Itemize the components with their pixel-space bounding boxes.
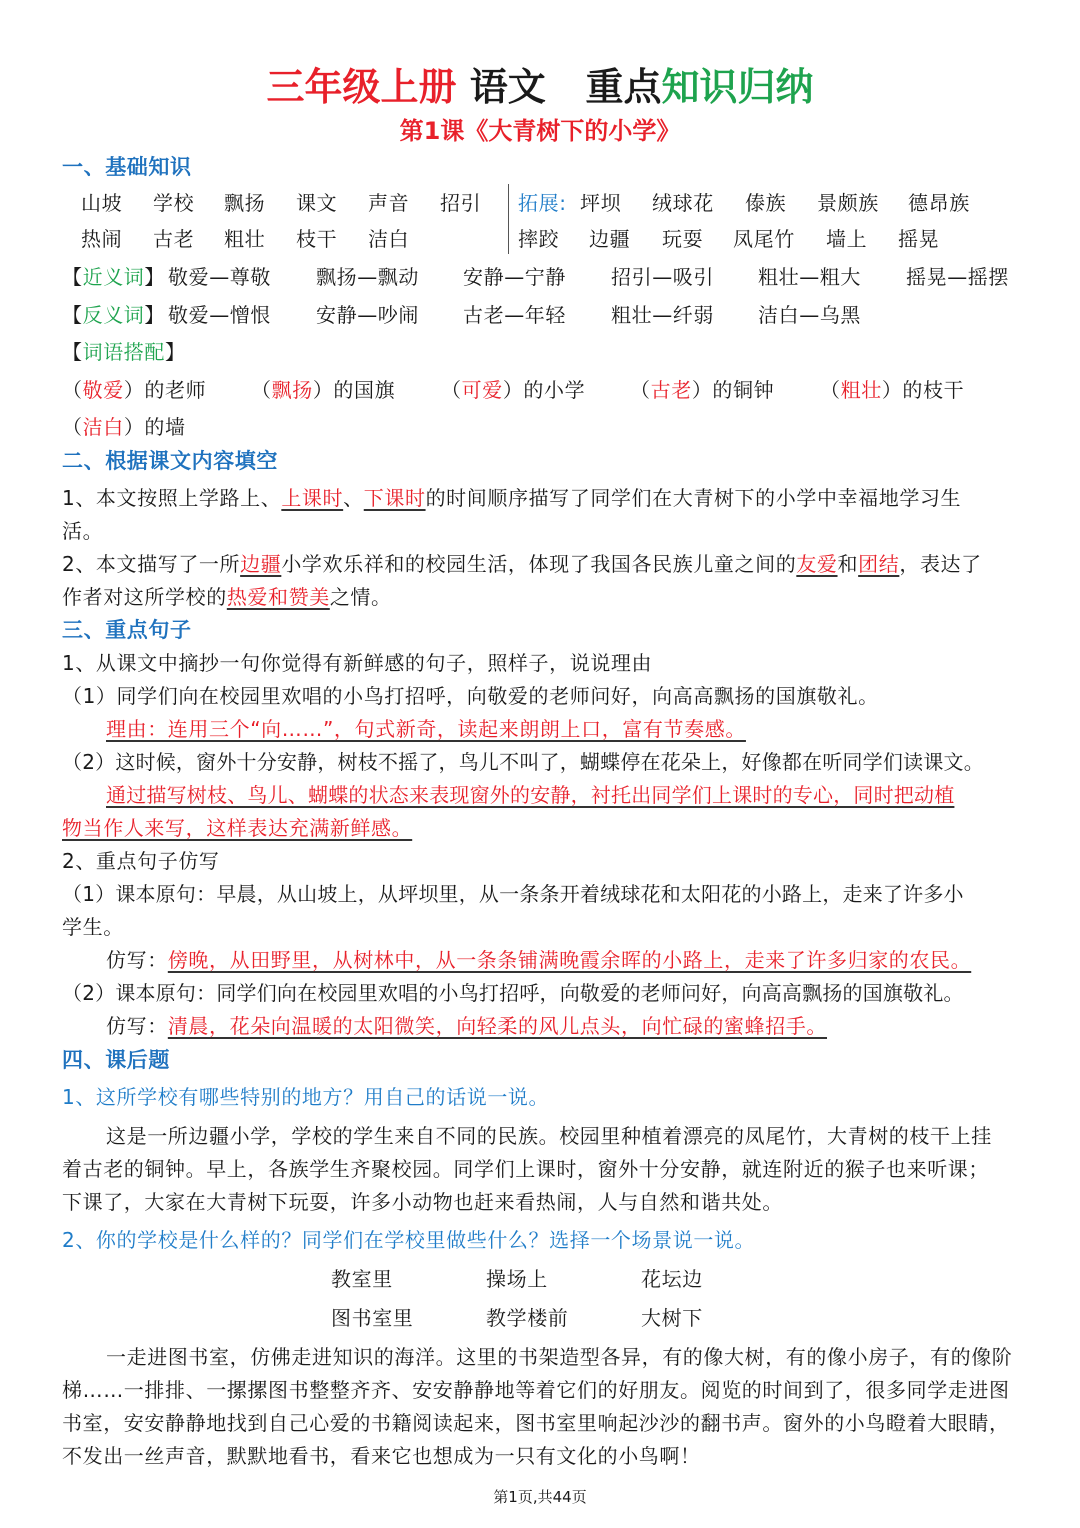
collocation-noun: 的老师 [144,378,207,402]
imitation-label: 仿写： [106,948,168,972]
word: 热闹 [81,227,123,251]
text: 小学欢乐祥和的校园生活，体现了我国各民族儿童之间的 [281,552,797,576]
word: 洁白 [368,227,410,251]
answer: 团结 [858,552,900,576]
text: 2、本文描写了一所 [62,552,241,576]
word: 玩耍 [662,227,704,251]
collocation-noun: 的墙 [144,415,186,439]
imitation-text: 清晨，花朵向温暖的太阳微笑，向轻柔的风儿点头，向忙碌的蜜蜂招手。 [167,1014,828,1038]
collocation: （古老）的铜钟 [630,378,775,402]
collocation-noun: 的枝干 [902,378,965,402]
column-divider [508,184,509,254]
label-text: 词语搭配 [82,340,166,364]
antonym-pair: 敬爱—憎恨 [168,303,271,327]
antonym-pair: 古老—年轻 [463,303,566,327]
label-text: 近义词 [82,265,145,289]
scene-option: 花坛边 [641,1267,703,1291]
imitation [106,945,971,975]
word: 墙上 [826,227,868,251]
page-number: 第1页,共44页 [493,1488,587,1506]
word: 声音 [368,191,410,215]
answer-line: 不发出一丝声音，默默地看书，看来它也想成为一只有文化的小鸟啊！ [62,1444,701,1468]
answer: 热爱和赞美 [226,585,330,609]
question: 2、重点句子仿写 [62,849,220,873]
synonym-pair: 粗壮—粗大 [758,265,861,289]
collocation: （粗壮）的枝干 [820,378,965,402]
scene-option: 图书室里 [331,1306,414,1330]
question: 1、这所学校有哪些特别的地方？用自己的话说一说。 [62,1085,550,1109]
collocation-word: 粗壮 [840,378,882,402]
reason: 通过描写树枝、鸟儿、蝴蝶的状态来表现窗外的安静，衬托出同学们上课时的专心，同时把动植 [106,783,955,807]
word: 傣族 [745,191,787,215]
section-heading: 二、根据课文内容填空 [62,449,278,473]
section-heading: 一、基础知识 [62,155,192,179]
answer: 下课时 [363,486,426,510]
answer-line: 书室，安安静静地找到自己心爱的书籍阅读起来，图书室里响起沙沙的翻书声。窗外的小鸟瞪着大眼睛， [62,1411,1010,1435]
answer: 边疆 [240,552,282,576]
title-key: 重点 [585,65,662,109]
text: 1、本文按照上学路上、 [62,486,282,510]
word: 景颇族 [817,191,879,215]
collocation-word: 洁白 [82,415,124,439]
word: 枝干 [296,227,338,251]
word: 边疆 [589,227,631,251]
title-subject: 语文 [469,65,546,109]
antonyms-label: 【反义词】 [62,303,166,327]
reason: 理由：连用三个“向……”，句式新奇，读起来朗朗上口，富有节奏感。 [106,717,746,741]
scene-option: 大树下 [641,1306,703,1330]
answer-line: 着古老的铜钟。早上，各族学生齐聚校园。同学们上课时，窗外十分安静，就连附近的猴子也来听课； [62,1157,989,1181]
text: 和 [837,552,859,576]
lesson-title: 第1课《大青树下的小学》 [399,117,681,145]
word: 凤尾竹 [733,227,795,251]
original-sentence: （1）课本原句：早晨，从山坡上，从坪坝里，从一条条开着绒球花和太阳花的小路上，走来了许多小 [62,882,964,906]
collocation-word: 飘扬 [271,378,313,402]
answer-line: 梯……一排排、一摞摞图书整整齐齐、安安静静地等着它们的好朋友。阅览的时间到了，很多同学走进图 [62,1378,1010,1402]
word: 学校 [153,191,195,215]
section-heading: 四、课后题 [62,1048,170,1072]
collocation-label: 【词语搭配】 [62,340,186,364]
label-text: 反义词 [82,303,145,327]
sentence: （1）同学们向在校园里欢唱的小鸟打招呼，向敬爱的老师问好，向高高飘扬的国旗敬礼。 [62,684,879,708]
scene-option: 教学楼前 [486,1306,569,1330]
question: 1、从课文中摘抄一句你觉得有新鲜感的句子，照样子，说说理由 [62,651,653,675]
synonym-pair: 摇晃—摇摆 [906,265,1009,289]
section-heading: 三、重点句子 [62,618,192,642]
collocation-word: 古老 [650,378,692,402]
text: ，表达了 [899,552,982,576]
answer: 友爱 [796,552,838,576]
question: 2、你的学校是什么样的？同学们在学校里做些什么？选择一个场景说一说。 [62,1228,756,1252]
text: 、 [343,486,364,510]
text: 的时间顺序描写了同学们在大青树下的小学中幸福地学习生 [425,486,962,510]
answer-line: 下课了，大家在大青树下玩耍，许多小动物也赶来看热闹，人与自然和谐共处。 [62,1190,783,1214]
antonym-pair: 安静—吵闹 [316,303,419,327]
collocation: （可爱）的小学 [441,378,586,402]
fill-question-cont: 活。 [62,519,104,543]
answer: 上课时 [281,486,344,510]
collocation-noun: 的铜钟 [712,378,775,402]
collocation-noun: 的小学 [523,378,586,402]
scene-option: 教室里 [331,1267,393,1291]
imitation-label: 仿写： [106,1014,168,1038]
collocation: （敬爱）的老师 [62,378,207,402]
sentence: （2）这时候，窗外十分安静，树枝不摇了，鸟儿不叫了，蝴蝶停在花朵上，好像都在听同学们读课文。 [62,750,984,774]
word: 飘扬 [224,191,266,215]
reason-cont: 物当作人来写，这样表达充满新鲜感。 [62,816,413,840]
collocation-noun: 的国旗 [333,378,396,402]
text: 之情。 [329,585,392,609]
scene-option: 操场上 [486,1267,548,1291]
antonym-pair: 洁白—乌黑 [758,303,861,327]
word: 粗壮 [224,227,266,251]
collocation-word: 敬爱 [82,378,124,402]
word: 坪坝 [580,191,622,215]
imitation [106,1011,827,1041]
answer-line: 这是一所边疆小学，学校的学生来自不同的民族。校园里种植着漂亮的凤尾竹，大青树的枝干上挂 [106,1124,992,1148]
synonym-pair: 招引—吸引 [611,265,714,289]
word: 古老 [153,227,195,251]
collocation-word: 可爱 [461,378,503,402]
word: 德昂族 [908,191,970,215]
word: 摔跤 [518,227,560,251]
imitation-text: 傍晚，从田野里，从树林中，从一条条铺满晚霞余晖的小路上，走来了许多归家的农民。 [167,948,972,972]
synonym-pair: 飘扬—飘动 [316,265,419,289]
original-sentence: （2）课本原句：同学们向在校园里欢唱的小鸟打招呼，向敬爱的老师问好，向高高飘扬的国旗敬礼。 [62,981,964,1005]
synonym-pair: 敬爱—尊敬 [168,265,271,289]
answer-line: 一走进图书室，仿佛走进知识的海洋。这里的书架造型各异，有的像大树，有的像小房子，有的像阶 [106,1345,1013,1369]
title-summary: 知识归纳 [661,65,814,109]
fill-question-cont [62,582,392,612]
collocation: （洁白）的墙 [62,415,186,439]
page-title [0,62,1080,112]
word: 招引 [440,191,482,215]
word: 绒球花 [652,191,714,215]
text: 作者对这所学校的 [62,585,227,609]
synonyms-label: 【近义词】 [62,265,166,289]
title-grade: 三年级上册 [266,65,457,109]
synonym-pair: 安静—宁静 [463,265,566,289]
word: 山坡 [81,191,123,215]
word: 课文 [296,191,338,215]
word: 摇晃 [898,227,940,251]
fill-question [62,549,982,579]
extension-label: 拓展: [518,191,567,215]
collocation: （飘扬）的国旗 [251,378,396,402]
fill-question [62,483,961,513]
original-sentence-cont: 学生。 [62,915,124,939]
antonym-pair: 粗壮—纤弱 [611,303,714,327]
